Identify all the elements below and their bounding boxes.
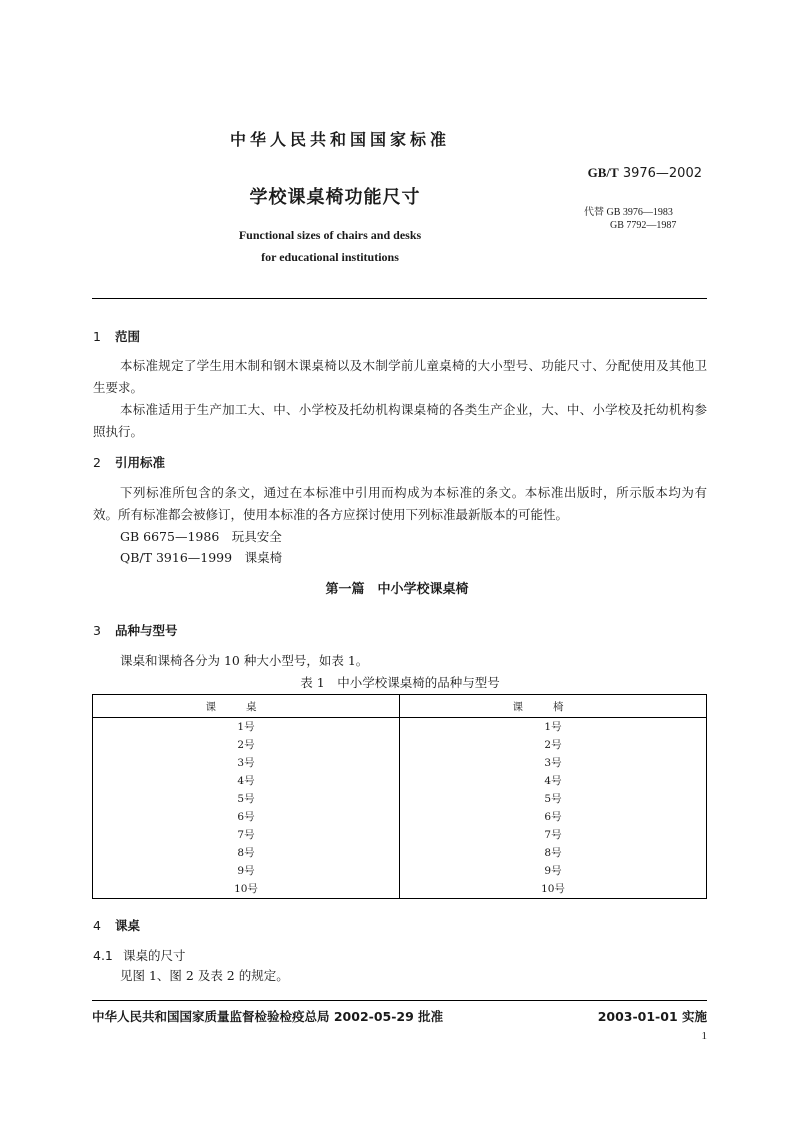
section-number: 3 bbox=[93, 623, 101, 638]
document-title-en bbox=[180, 224, 480, 268]
chair-model: 10号 bbox=[541, 883, 565, 895]
chair-model: 9号 bbox=[544, 865, 562, 877]
desk-model: 1号 bbox=[237, 721, 255, 733]
approval-line: 中华人民共和国国家质量监督检验检疫总局 2002-05-29 批准 bbox=[92, 1009, 444, 1024]
chair-model: 5号 bbox=[544, 793, 562, 805]
chair-model: 2号 bbox=[544, 739, 562, 751]
section-title: 范围 bbox=[115, 329, 141, 344]
section-3-heading bbox=[93, 621, 178, 639]
section-title: 课桌 bbox=[115, 918, 141, 933]
section-4-1-paragraph: 见图 1、图 2 及表 2 的规定。 bbox=[120, 968, 289, 983]
section-1-paragraph-2: 本标准适用于生产加工大、中、小学校及托幼机构课桌椅的各类生产企业，大、中、小学校及托幼机构参照执行。 bbox=[93, 402, 707, 439]
standard-code-number: 3976—2002 bbox=[622, 166, 702, 181]
page-number: 1 bbox=[701, 1030, 707, 1042]
title-en-line-2: for educational institutions bbox=[261, 250, 399, 264]
desk-model-column bbox=[93, 718, 400, 899]
desk-model: 6号 bbox=[237, 811, 255, 823]
table-header-chair: 课椅 bbox=[400, 695, 707, 718]
implementation-date: 2003-01-01 实施 bbox=[597, 1009, 707, 1024]
section-title: 课桌的尺寸 bbox=[123, 948, 186, 963]
section-4-1-heading bbox=[93, 946, 186, 964]
desk-model: 2号 bbox=[237, 739, 255, 751]
section-1-heading bbox=[93, 327, 140, 345]
desk-model: 7号 bbox=[237, 829, 255, 841]
desk-model: 5号 bbox=[237, 793, 255, 805]
desk-model: 8号 bbox=[237, 847, 255, 859]
chair-model: 7号 bbox=[544, 829, 562, 841]
section-3-paragraph-1: 课桌和课椅各分为 10 种大小型号，如表 1。 bbox=[120, 653, 369, 668]
section-number: 4 bbox=[93, 918, 101, 933]
section-4-heading bbox=[93, 916, 140, 934]
section-2-paragraph-1: 下列标准所包含的条文，通过在本标准中引用而构成为本标准的条文。本标准出版时，所示版本均为有效。所有标准都会被修订，使用本标准的各方应探讨使用下列标准最新版本的可能性。 bbox=[93, 485, 707, 522]
section-number: 1 bbox=[93, 329, 101, 344]
chair-model: 6号 bbox=[544, 811, 562, 823]
chair-model: 4号 bbox=[544, 775, 562, 787]
table-1-caption: 表 1 中小学校课桌椅的品种与型号 bbox=[300, 675, 500, 690]
reference-item-1: GB 6675—1986 玩具安全 bbox=[120, 529, 282, 544]
desk-model: 4号 bbox=[237, 775, 255, 787]
section-number: 4.1 bbox=[93, 948, 113, 963]
replaces-line-2: GB 7792—1987 bbox=[610, 220, 677, 231]
reference-item-2: QB/T 3916—1999 课桌椅 bbox=[120, 550, 283, 565]
part-1-title: 第一篇 中小学校课桌椅 bbox=[325, 582, 469, 597]
replaces-standards bbox=[584, 206, 676, 232]
desk-model: 10号 bbox=[234, 883, 258, 895]
chair-model: 8号 bbox=[544, 847, 562, 859]
section-2-heading bbox=[93, 453, 165, 471]
table-header-desk: 课桌 bbox=[93, 695, 400, 718]
section-title: 引用标准 bbox=[115, 455, 166, 470]
desk-model: 9号 bbox=[237, 865, 255, 877]
document-title-zh: 学校课桌椅功能尺寸 bbox=[249, 187, 421, 208]
section-number: 2 bbox=[93, 455, 101, 470]
table-1 bbox=[92, 694, 707, 899]
desk-model: 3号 bbox=[237, 757, 255, 769]
standard-org-title: 中华人民共和国国家标准 bbox=[229, 130, 450, 149]
section-1-paragraph-1: 本标准规定了学生用木制和钢木课桌椅以及木制学前儿童桌椅的大小型号、功能尺寸、分配使用及其他卫生要求。 bbox=[93, 358, 707, 395]
chair-model-column bbox=[400, 718, 707, 899]
chair-model: 3号 bbox=[544, 757, 562, 769]
replaces-line-1: 代替 GB 3976—1983 bbox=[584, 207, 673, 218]
section-title: 品种与型号 bbox=[115, 623, 178, 638]
standard-code bbox=[588, 165, 702, 181]
title-en-line-1: Functional sizes of chairs and desks bbox=[238, 228, 422, 242]
standard-code-prefix: GB/T bbox=[587, 165, 619, 180]
footer-divider bbox=[92, 1000, 707, 1001]
chair-model: 1号 bbox=[544, 721, 562, 733]
header-divider bbox=[92, 298, 707, 299]
